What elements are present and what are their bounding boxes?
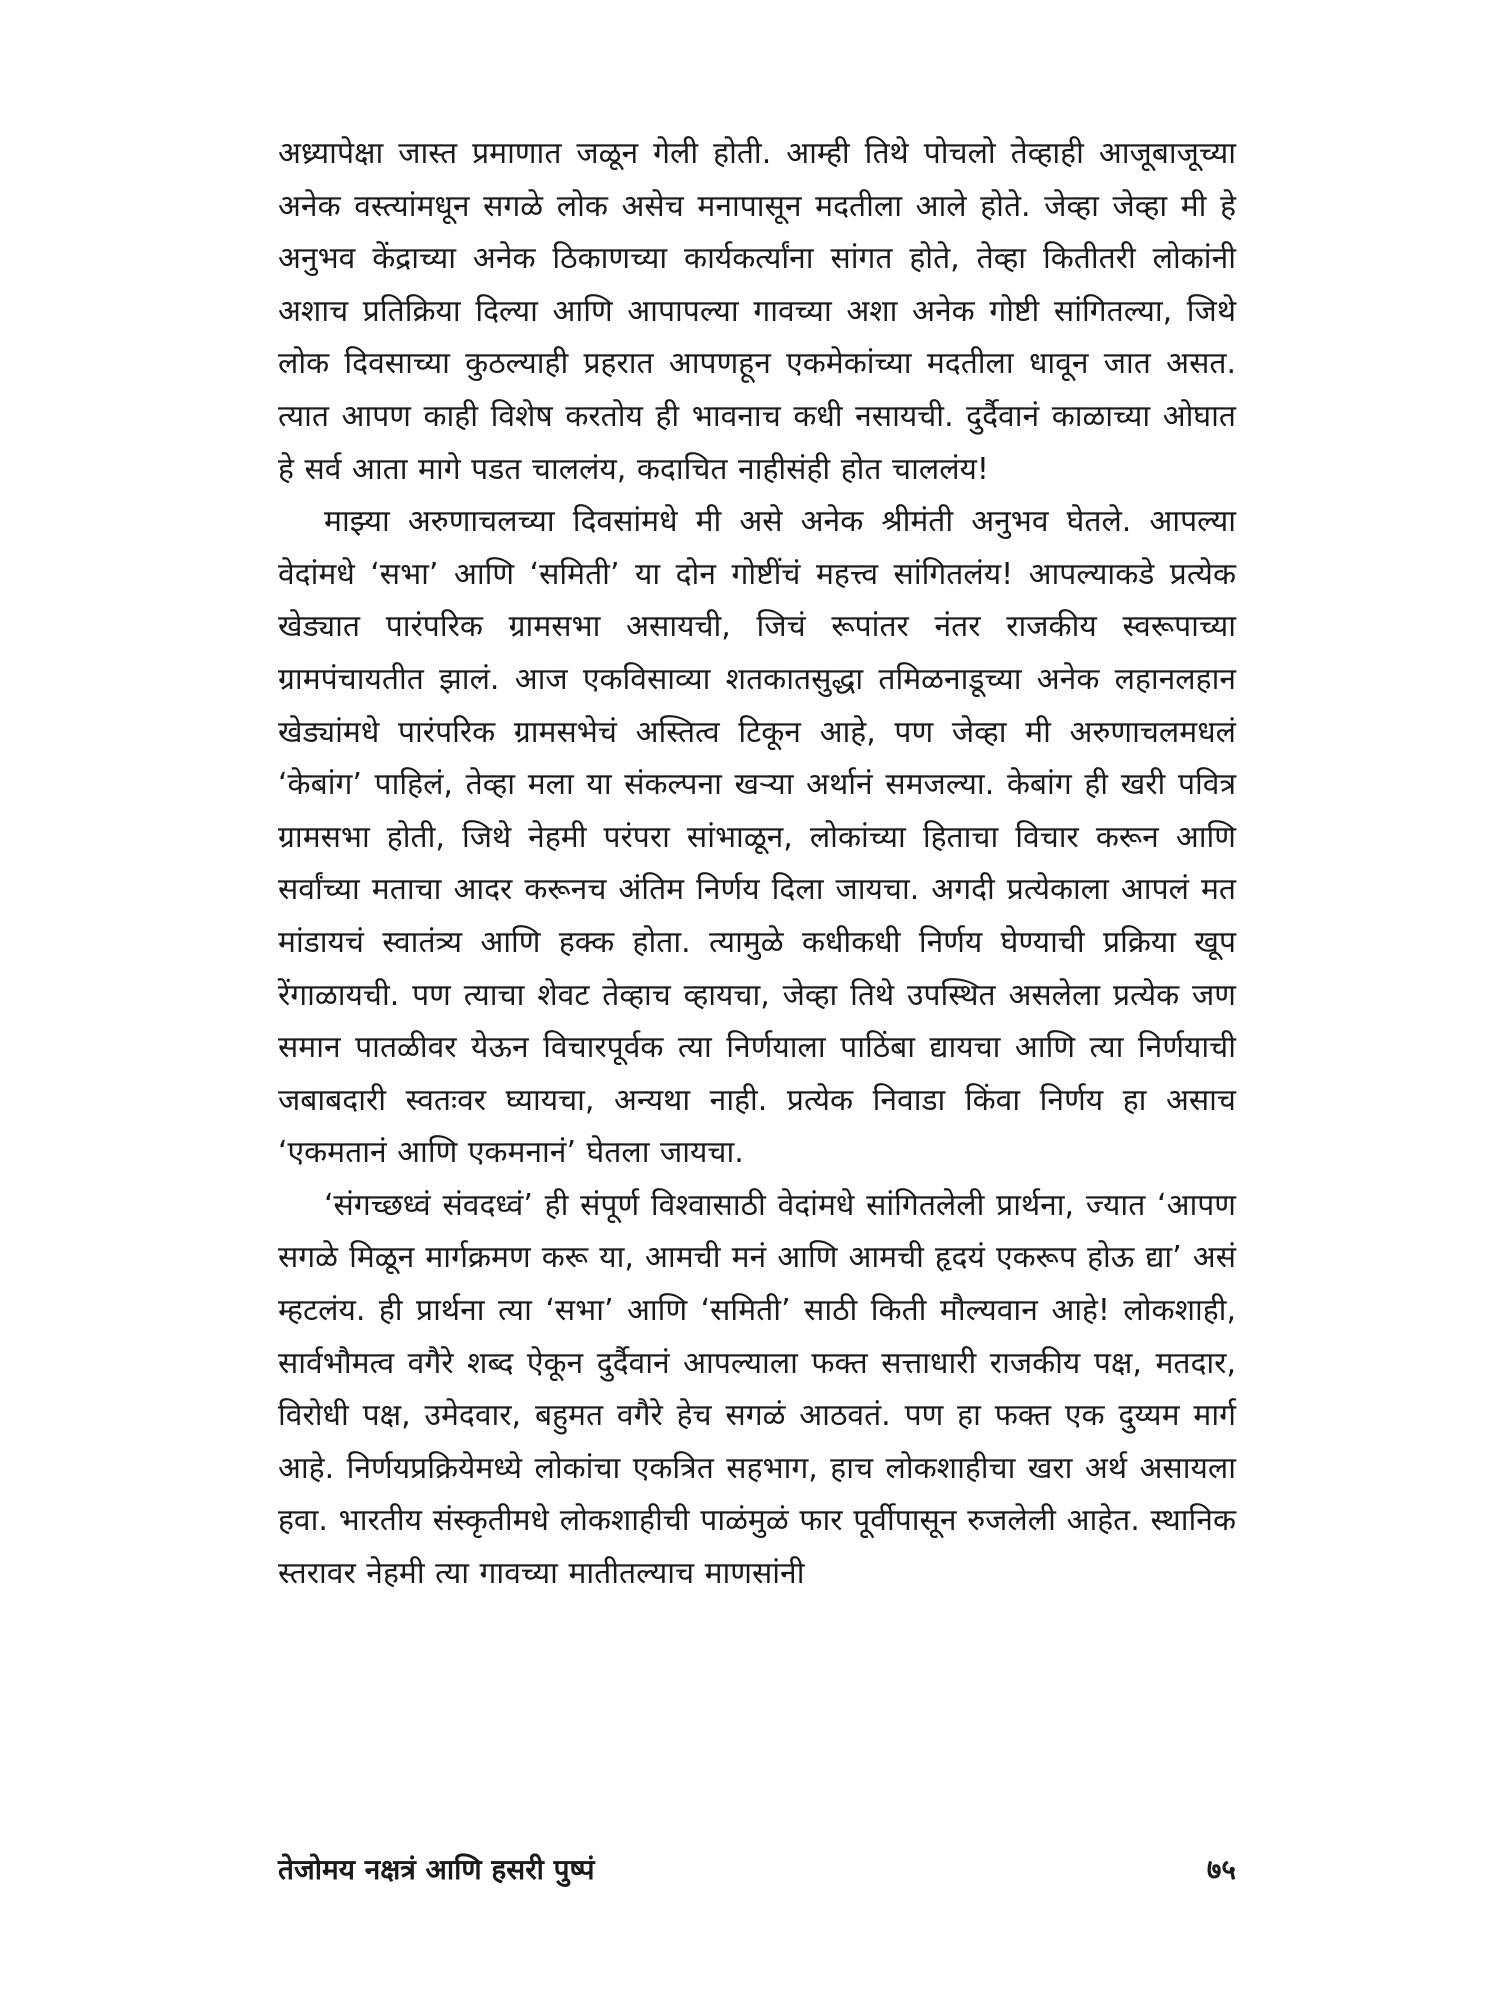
book-title: तेजोमय नक्षत्रं आणि हसरी पुष्पं — [278, 1853, 595, 1886]
page-number: ७५ — [1206, 1853, 1236, 1886]
paragraph-3: ‘संगच्छध्वं संवदध्वं’ ही संपूर्ण विश्वासाठी वेदांमधे सांगितलेली प्रार्थना, ज्यात ‘आपण सगळे मिळून मार्गक्रमण करू या, आमची मनं आणि आमची हृदयं एकरूप होऊ द्या’ असं म्हटलंय. ही प्रार्थना त्या ‘सभा’ आणि ‘समिती’ साठी किती मौल्यवान आहे! लोकशाही, सार्वभौमत्व वगैरे शब्द ऐकून दुर्दैवानं आपल्याला फक्त सत्ताधारी राजकीय पक्ष, मतदार, विरोधी पक्ष, उमेदवार, बहुमत वगैरे हेच सगळं आठवतं. पण हा फक्त एक दुय्यम मार्ग आहे. निर्णयप्रक्रियेमध्ये लोकांचा एकत्रित सहभाग, हाच लोकशाहीचा खरा अर्थ असायला हवा. भारतीय संस्कृतीमधे लोकशाहीची पाळंमुळं फार पूर्वीपासून रुजलेली आहेत. स्थानिक स्तरावर नेहमी त्या गावच्या मातीतल्याच माणसांनी — [278, 1187, 1236, 1592]
body-text — [278, 128, 1236, 1601]
paragraph-1: अध्र्यापेक्षा जास्त प्रमाणात जळून गेली होती. आम्ही तिथे पोचलो तेव्हाही आजूबाजूच्या अनेक वस्त्यांमधून सगळे लोक असेच मनापासून मदतीला आले होते. जेव्हा जेव्हा मी हे अनुभव केंद्राच्या अनेक ठिकाणच्या कार्यकर्त्यांना सांगत होते, तेव्हा कितीतरी लोकांनी अशाच प्रतिक्रिया दिल्या आणि आपापल्या गावच्या अशा अनेक गोष्टी सांगितल्या, जिथे लोक दिवसाच्या कुठल्याही प्रहरात आपणहून एकमेकांच्या मदतीला धावून जात असत. त्यात आपण काही विशेष करतोय ही भावनाच कधी नसायची. दुर्दैवानं काळाच्या ओघात हे सर्व आता मागे पडत चाललंय, कदाचित नाहीसंही होत चाललंय! — [278, 136, 1236, 487]
book-page — [278, 128, 1236, 1828]
page-footer — [278, 1844, 1236, 1894]
paragraph-2: माझ्या अरुणाचलच्या दिवसांमधे मी असे अनेक श्रीमंती अनुभव घेतले. आपल्या वेदांमधे ‘सभा’ आणि ‘समिती’ या दोन गोष्टींचं महत्त्व सांगितलंय! आपल्याकडे प्रत्येक खेड्यात पारंपरिक ग्रामसभा असायची, जिचं रूपांतर नंतर राजकीय स्वरूपाच्या ग्रामपंचायतीत झालं. आज एकविसाव्या शतकातसुद्धा तमिळनाडूच्या अनेक लहानलहान खेड्यांमधे पारंपरिक ग्रामसभेचं अस्तित्व टिकून आहे, पण जेव्हा मी अरुणाचलमधलं ‘केबांग’ पाहिलं, तेव्हा मला या संकल्पना खऱ्या अर्थानं समजल्या. केबांग ही खरी पवित्र ग्रामसभा होती, जिथे नेहमी परंपरा सांभाळून, लोकांच्या हिताचा विचार करून आणि सर्वांच्या मताचा आदर करूनच अंतिम निर्णय दिला जायचा. अगदी प्रत्येकाला आपलं मत मांडायचं स्वातंत्र्य आणि हक्क होता. त्यामुळे कधीकधी निर्णय घेण्याची प्रक्रिया खूप रेंगाळायची. पण त्याचा शेवट तेव्हाच व्हायचा, जेव्हा तिथे उपस्थित असलेला प्रत्येक जण समान पातळीवर येऊन विचारपूर्वक त्या निर्णयाला पाठिंबा द्यायचा आणि त्या निर्णयाची जबाबदारी स्वतःवर घ्यायचा, अन्यथा नाही. प्रत्येक निवाडा किंवा निर्णय हा असाच ‘एकमतानं आणि एकमनानं’ घेतला जायचा. — [278, 504, 1236, 1171]
